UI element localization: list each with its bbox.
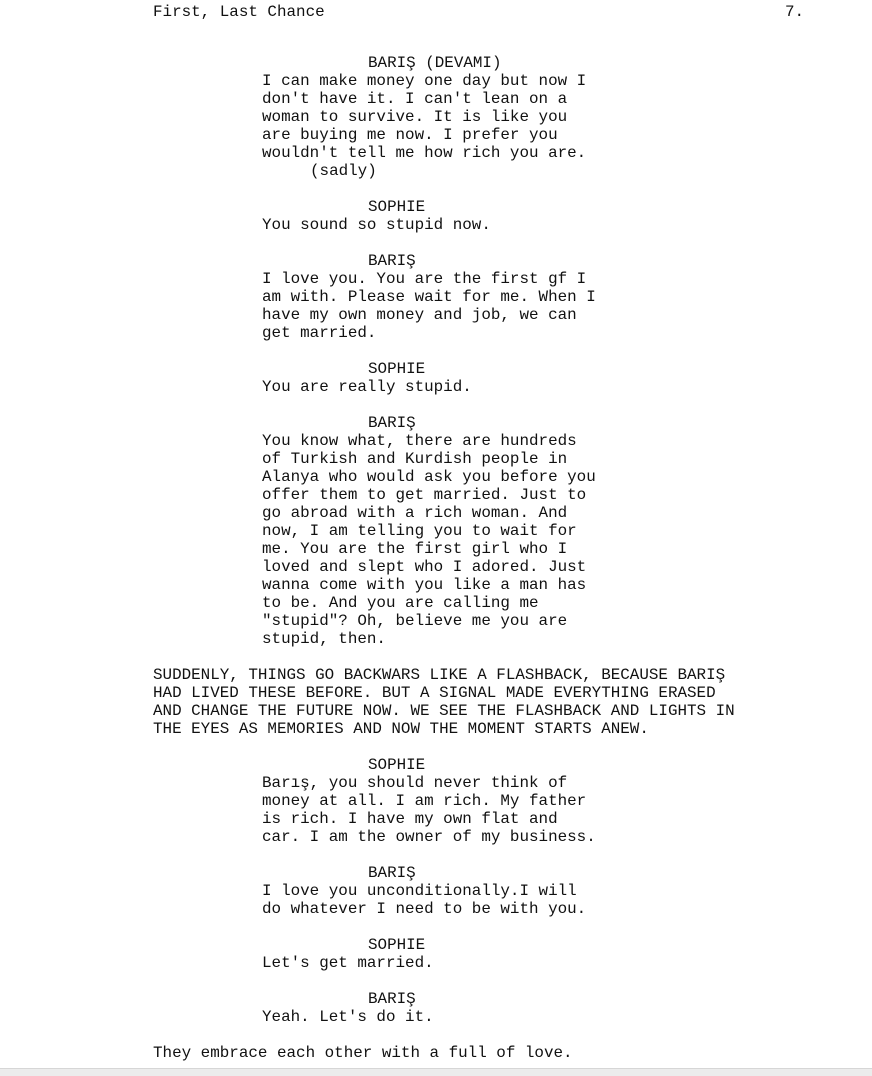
dialogue-line: get married. xyxy=(262,324,377,342)
page-number: 7. xyxy=(785,3,805,21)
dialogue-line: I can make money one day but now I xyxy=(262,72,587,90)
dialogue-line: woman to survive. It is like you xyxy=(262,108,568,126)
dialogue-line: to be. And you are calling me xyxy=(262,594,539,612)
dialogue-line: am with. Please wait for me. When I xyxy=(262,288,596,306)
action-line: THE EYES AS MEMORIES AND NOW THE MOMENT STARTS ANEW. xyxy=(153,720,649,738)
dialogue-line: Barış, you should never think of xyxy=(262,774,568,792)
dialogue-line: You are really stupid. xyxy=(262,378,472,396)
dialogue-line: I love you unconditionally.I will xyxy=(262,882,577,900)
dialogue-line: "stupid"? Oh, believe me you are xyxy=(262,612,568,630)
dialogue-line: Yeah. Let's do it. xyxy=(262,1008,434,1026)
dialogue-line: don't have it. I can't lean on a xyxy=(262,90,568,108)
character-cue: BARIŞ xyxy=(368,990,416,1008)
dialogue-line: offer them to get married. Just to xyxy=(262,486,587,504)
dialogue-line: wanna come with you like a man has xyxy=(262,576,587,594)
dialogue-line: me. You are the first girl who I xyxy=(262,540,568,558)
action-line: SUDDENLY, THINGS GO BACKWARS LIKE A FLASHBACK, BECAUSE BARIŞ xyxy=(153,666,726,684)
action-line: They embrace each other with a full of love. xyxy=(153,1044,573,1062)
dialogue-line: I love you. You are the first gf I xyxy=(262,270,587,288)
dialogue-line: Alanya who would ask you before you xyxy=(262,468,596,486)
character-cue: SOPHIE xyxy=(368,360,426,378)
character-cue: SOPHIE xyxy=(368,756,426,774)
dialogue-line: money at all. I am rich. My father xyxy=(262,792,587,810)
dialogue-line: stupid, then. xyxy=(262,630,386,648)
character-cue: SOPHIE xyxy=(368,198,426,216)
dialogue-line: Let's get married. xyxy=(262,954,434,972)
dialogue-line: do whatever I need to be with you. xyxy=(262,900,587,918)
dialogue-line: of Turkish and Kurdish people in xyxy=(262,450,568,468)
dialogue-line: is rich. I have my own flat and xyxy=(262,810,558,828)
dialogue-line: wouldn't tell me how rich you are. xyxy=(262,144,587,162)
character-cue: SOPHIE xyxy=(368,936,426,954)
character-cue: BARIŞ (DEVAMI) xyxy=(368,54,502,72)
character-cue: BARIŞ xyxy=(368,864,416,882)
dialogue-line: go abroad with a rich woman. And xyxy=(262,504,568,522)
character-cue: BARIŞ xyxy=(368,252,416,270)
script-title: First, Last Chance xyxy=(153,3,325,21)
character-cue: BARIŞ xyxy=(368,414,416,432)
dialogue-line: are buying me now. I prefer you xyxy=(262,126,558,144)
dialogue-line: You know what, there are hundreds xyxy=(262,432,577,450)
action-line: AND CHANGE THE FUTURE NOW. WE SEE THE FLASHBACK AND LIGHTS IN xyxy=(153,702,735,720)
dialogue-line: You sound so stupid now. xyxy=(262,216,491,234)
dialogue-line: loved and slept who I adored. Just xyxy=(262,558,587,576)
parenthetical: (sadly) xyxy=(310,162,377,180)
dialogue-line: now, I am telling you to wait for xyxy=(262,522,577,540)
dialogue-line: car. I am the owner of my business. xyxy=(262,828,596,846)
action-line: HAD LIVED THESE BEFORE. BUT A SIGNAL MADE EVERYTHING ERASED xyxy=(153,684,716,702)
dialogue-line: have my own money and job, we can xyxy=(262,306,577,324)
